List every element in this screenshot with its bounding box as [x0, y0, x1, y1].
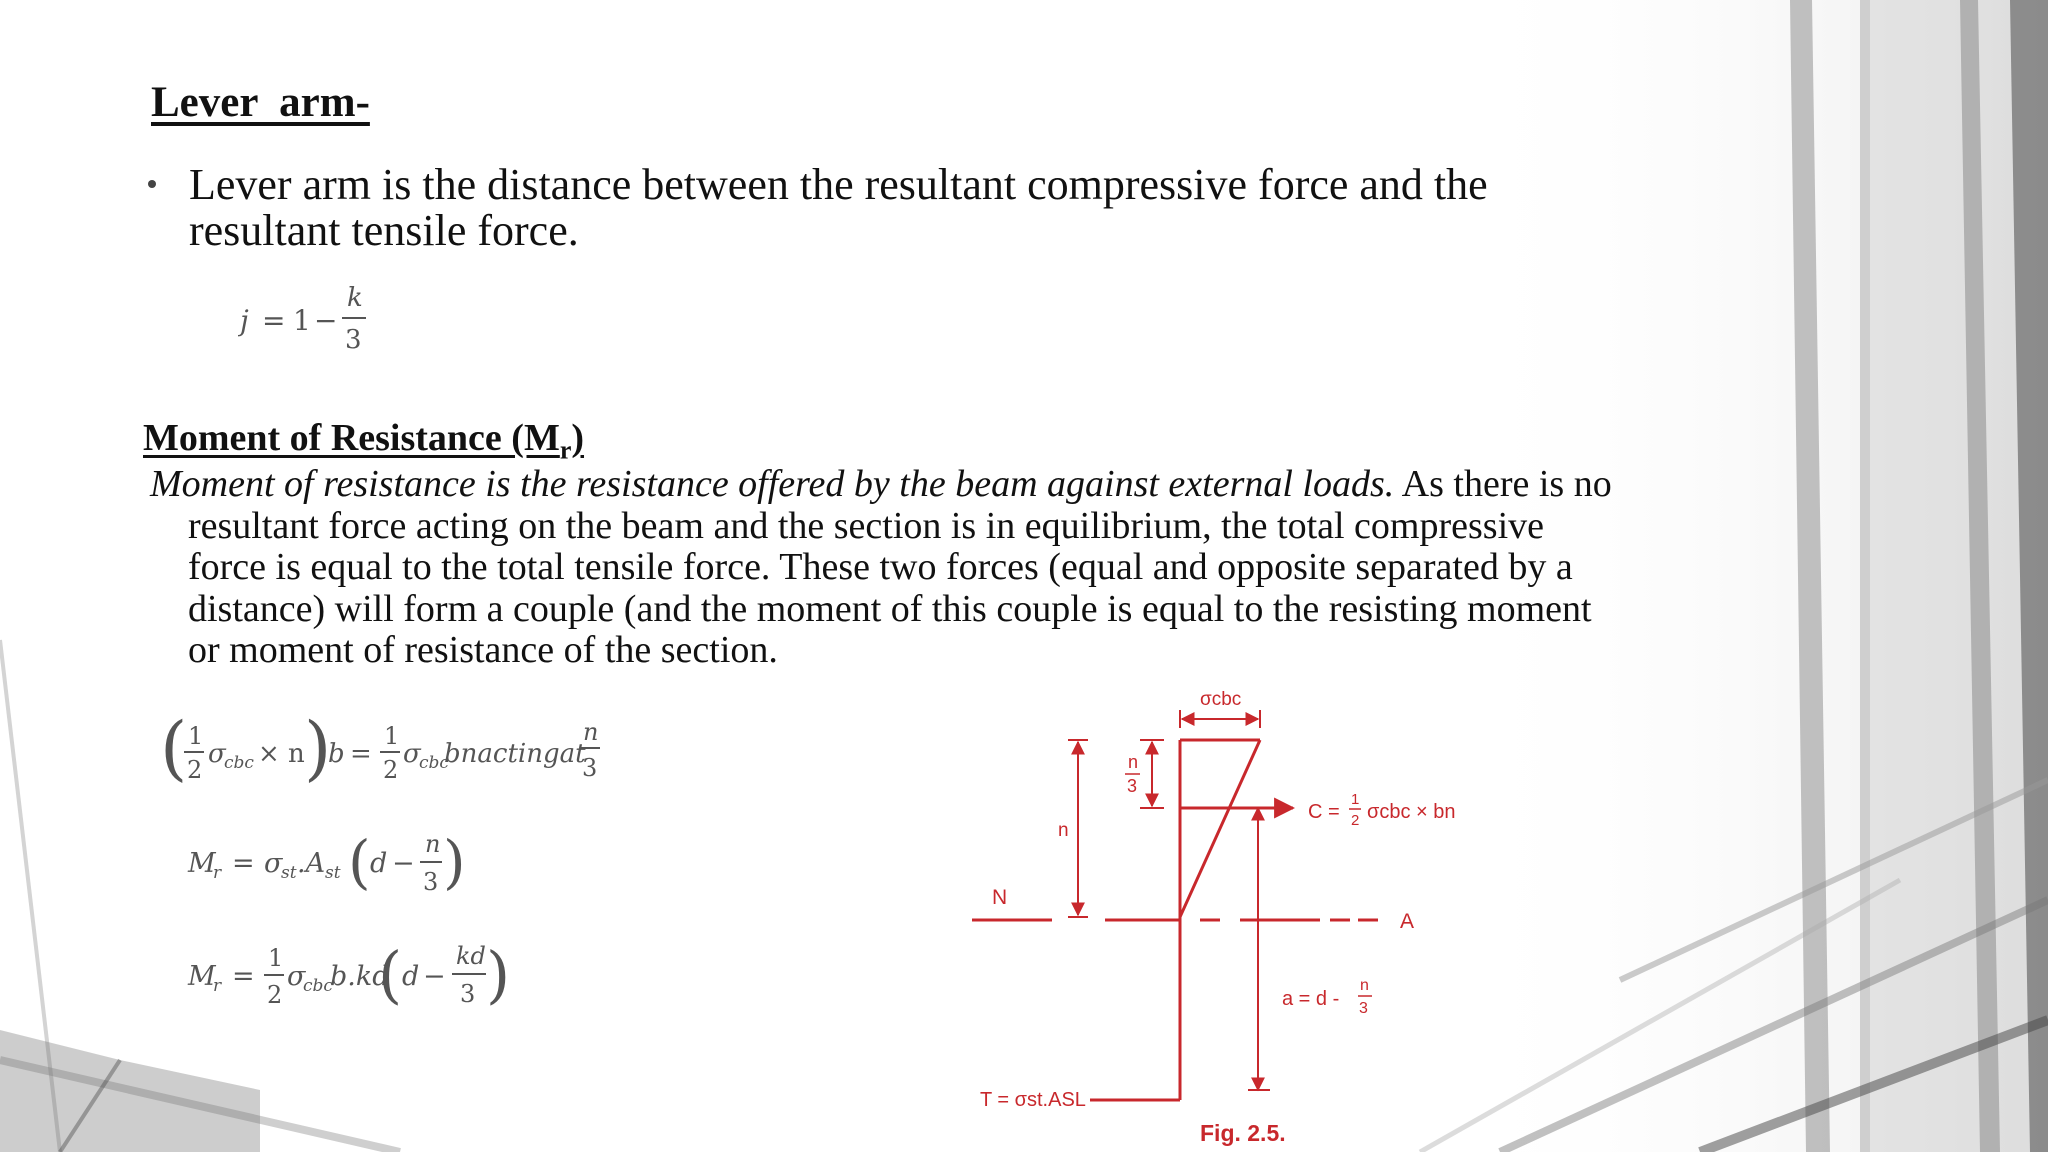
eq-j-equals: =: [262, 304, 286, 337]
a-den: 3: [1359, 1000, 1368, 1017]
c-prefix: C =: [1308, 801, 1340, 823]
a-prefix: a = d -: [1282, 988, 1340, 1010]
bullet-icon: [148, 180, 156, 188]
eq-j-lhs: j: [240, 304, 249, 337]
eq1-times-n: × n: [258, 739, 305, 769]
moment-heading-close: ): [571, 417, 585, 459]
lever-arm-equation: [238, 280, 378, 360]
eq1-rhs-sub-cbc: cbc: [419, 753, 449, 773]
eq1-rhs-half-num: 1: [384, 722, 400, 750]
eq3-minus: −: [423, 961, 446, 992]
lever-arm-definition: Lever arm is the distance between the resultant compressive force and the resultant tensile force.: [189, 160, 1488, 255]
eq-j-num: k: [347, 283, 363, 313]
eq3-sub-cbc: cbc: [303, 976, 333, 996]
eq2-num: n: [425, 830, 441, 858]
eq3-half-num: 1: [268, 944, 284, 972]
eq2-dotA: .A: [297, 848, 326, 879]
eq2-den: 3: [423, 868, 439, 896]
eq3-lparen: (: [378, 938, 403, 1011]
eq1-sub-cbc: cbc: [224, 753, 254, 773]
eq1-n-den: 3: [582, 754, 598, 782]
figure-caption: Fig. 2.5.: [1200, 1120, 1286, 1146]
c-suffix: σcbc × bn: [1367, 801, 1456, 823]
eq1-lparen: (: [160, 707, 188, 789]
eq2-minus: −: [392, 848, 415, 879]
eq1-b: b: [328, 739, 345, 769]
tensile-force-label: T = σst.ASL: [980, 1089, 1086, 1111]
eq1-rhs-sigma: σ: [403, 739, 421, 769]
eq2-lhs: M: [188, 848, 216, 879]
sigma-cbc-label: σcbc: [1200, 689, 1242, 710]
eq2-equals: =: [232, 848, 255, 879]
eq-j-den: 3: [345, 325, 362, 355]
eq3-lhs: M: [188, 961, 216, 992]
a-num: n: [1360, 977, 1369, 994]
moment-heading-text: Moment of Resistance (M: [143, 417, 560, 459]
c-half-num: 1: [1351, 791, 1360, 808]
eq-j-one: 1: [293, 304, 311, 337]
eq1-rhs-text: bnactingat: [444, 739, 586, 769]
eq3-rparen: ): [486, 938, 511, 1011]
moment-paragraph: [150, 464, 1628, 672]
eq1-sigma: σ: [208, 739, 226, 769]
lever-arm-heading: Lever arm-: [151, 79, 370, 126]
c-half-den: 2: [1351, 812, 1360, 829]
n3-num: n: [1128, 752, 1139, 772]
eq3-half-den: 2: [267, 981, 283, 1009]
eq2-sub-st2: st: [325, 863, 341, 883]
eq2-lhs-sub: r: [213, 863, 222, 883]
neutral-axis-n-label: N: [992, 886, 1008, 909]
stress-diagonal: [1180, 740, 1260, 917]
eq3-num: kd: [456, 942, 486, 970]
n-label: n: [1058, 820, 1069, 841]
eq2-sigma: σ: [264, 848, 283, 879]
eq3-lhs-sub: r: [213, 976, 222, 996]
eq2-lparen: (: [348, 828, 371, 896]
moment-heading: [143, 416, 584, 466]
moment-heading-sub: r: [559, 435, 572, 465]
eq1-rparen: ): [304, 707, 332, 789]
stress-diagram: [960, 680, 1520, 1120]
neutral-axis-a-label: A: [1400, 910, 1415, 933]
equation-mr-steel: [180, 820, 480, 910]
eq1-half-den: 2: [187, 756, 203, 784]
moment-definition: Moment of resistance is the resistance offered by the beam against external loads.: [150, 463, 1395, 505]
n3-den: 3: [1127, 776, 1138, 796]
eq1-rhs-half-den: 2: [383, 756, 399, 784]
eq2-d: d: [370, 848, 388, 879]
eq2-sub-st: st: [281, 863, 297, 883]
eq2-rparen: ): [443, 828, 466, 896]
eq-j-minus: −: [314, 304, 338, 337]
moment-body: As there is no resultant force acting on the beam and the section is in equilibrium, the total compressive force is equal to the total tensile force. These two forces (equal and opposite separated by a distance) will form a couple (and the moment of this couple is equal to the resisting moment or moment of resistance of the section.: [188, 463, 1612, 671]
eq3-d: d: [402, 961, 420, 992]
eq3-den: 3: [460, 980, 476, 1008]
eq1-equals: =: [350, 739, 372, 769]
eq3-equals: =: [232, 961, 255, 992]
equation-couple: [160, 700, 620, 810]
equation-mr-concrete: [180, 930, 520, 1030]
eq1-half-num: 1: [188, 722, 204, 750]
eq3-rest: b.kd: [330, 961, 390, 992]
eq3-sigma: σ: [287, 961, 306, 992]
eq1-n-num: n: [583, 718, 599, 746]
